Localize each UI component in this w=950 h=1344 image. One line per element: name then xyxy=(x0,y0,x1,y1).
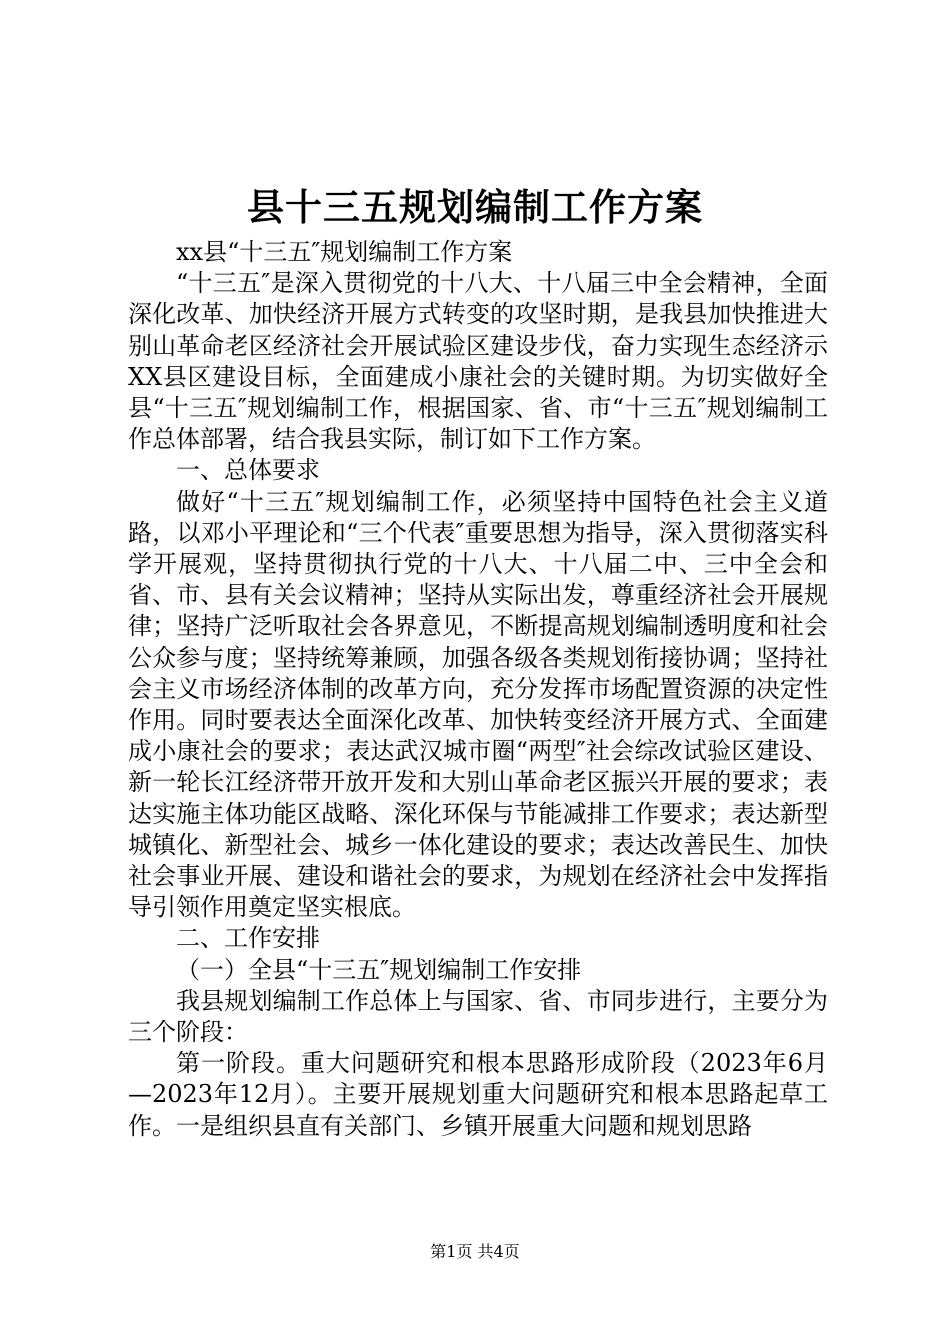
paragraph-three-stages: 我县规划编制工作总体上与国家、省、市同步进行，主要分为三个阶段： xyxy=(128,986,828,1047)
paragraph-intro: “十三五″是深入贯彻党的十八大、十八届三中全会精神，全面深化改革、加快经济开展方式转变的攻坚时期，是我县加快推进大别山革命老区经济社会开展试验区建设步伐，奋力实现生态经济示XX县区建设目标，全面建成小康社会的关键时期。为切实做好全县“十三五″规划编制工作，根据国家、省、市“十三五″规划编制工作总体部署，结合我县实际，制订如下工作方案。 xyxy=(128,269,828,454)
paragraph-stage-one: 第一阶段。重大问题研究和根本思路形成阶段（2023年6月—2023年12月）。主要开展规划重大问题研究和根本思路起草工作。一是组织县直有关部门、乡镇开展重大问题和规划思路 xyxy=(128,1049,828,1140)
paragraph-requirements: 做好“十三五″规划编制工作，必须坚持中国特色社会主义道路，以邓小平理论和“三个代表″重要思想为指导，深入贯彻落实科学开展观，坚持贯彻执行党的十八大、十八届二中、三中全会和省、市、县有关会议精神；坚持从实际出发，尊重经济社会开展规律；坚持广泛听取社会各界意见，不断提高规划编制透明度和社会公众参与度；坚持统筹兼顾，加强各级各类规划衔接协调；坚持社会主义市场经济体制的改革方向，充分发挥市场配置资源的决定性作用。同时要表达全面深化改革、加快转变经济开展方式、全面建成小康社会的要求；表达武汉城市圈“两型″社会综改试验区建设、新一轮长江经济带开放开发和大别山革命老区振兴开展的要求；表达实施主体功能区战略、深化环保与节能减排工作要求；表达新型城镇化、新型社会、城乡一体化建设的要求；表达改善民生、加快社会事业开展、建设和谐社会的要求，为规划在经济社会中发挥指导引领作用奠定坚实根底。 xyxy=(128,487,828,922)
document-body xyxy=(128,237,828,1142)
paragraph-subtitle: xx县“十三五″规划编制工作方案 xyxy=(176,238,513,266)
heading-work-arrangement: 二、工作安排 xyxy=(176,924,320,953)
heading-general-requirements: 一、总体要求 xyxy=(176,456,320,485)
subheading-county-arrangement: （一）全县“十三五″规划编制工作安排 xyxy=(176,955,582,984)
page-number-footer: 第1页 共4页 xyxy=(430,1242,520,1261)
document-title: 县十三五规划编制工作方案 xyxy=(247,185,703,229)
